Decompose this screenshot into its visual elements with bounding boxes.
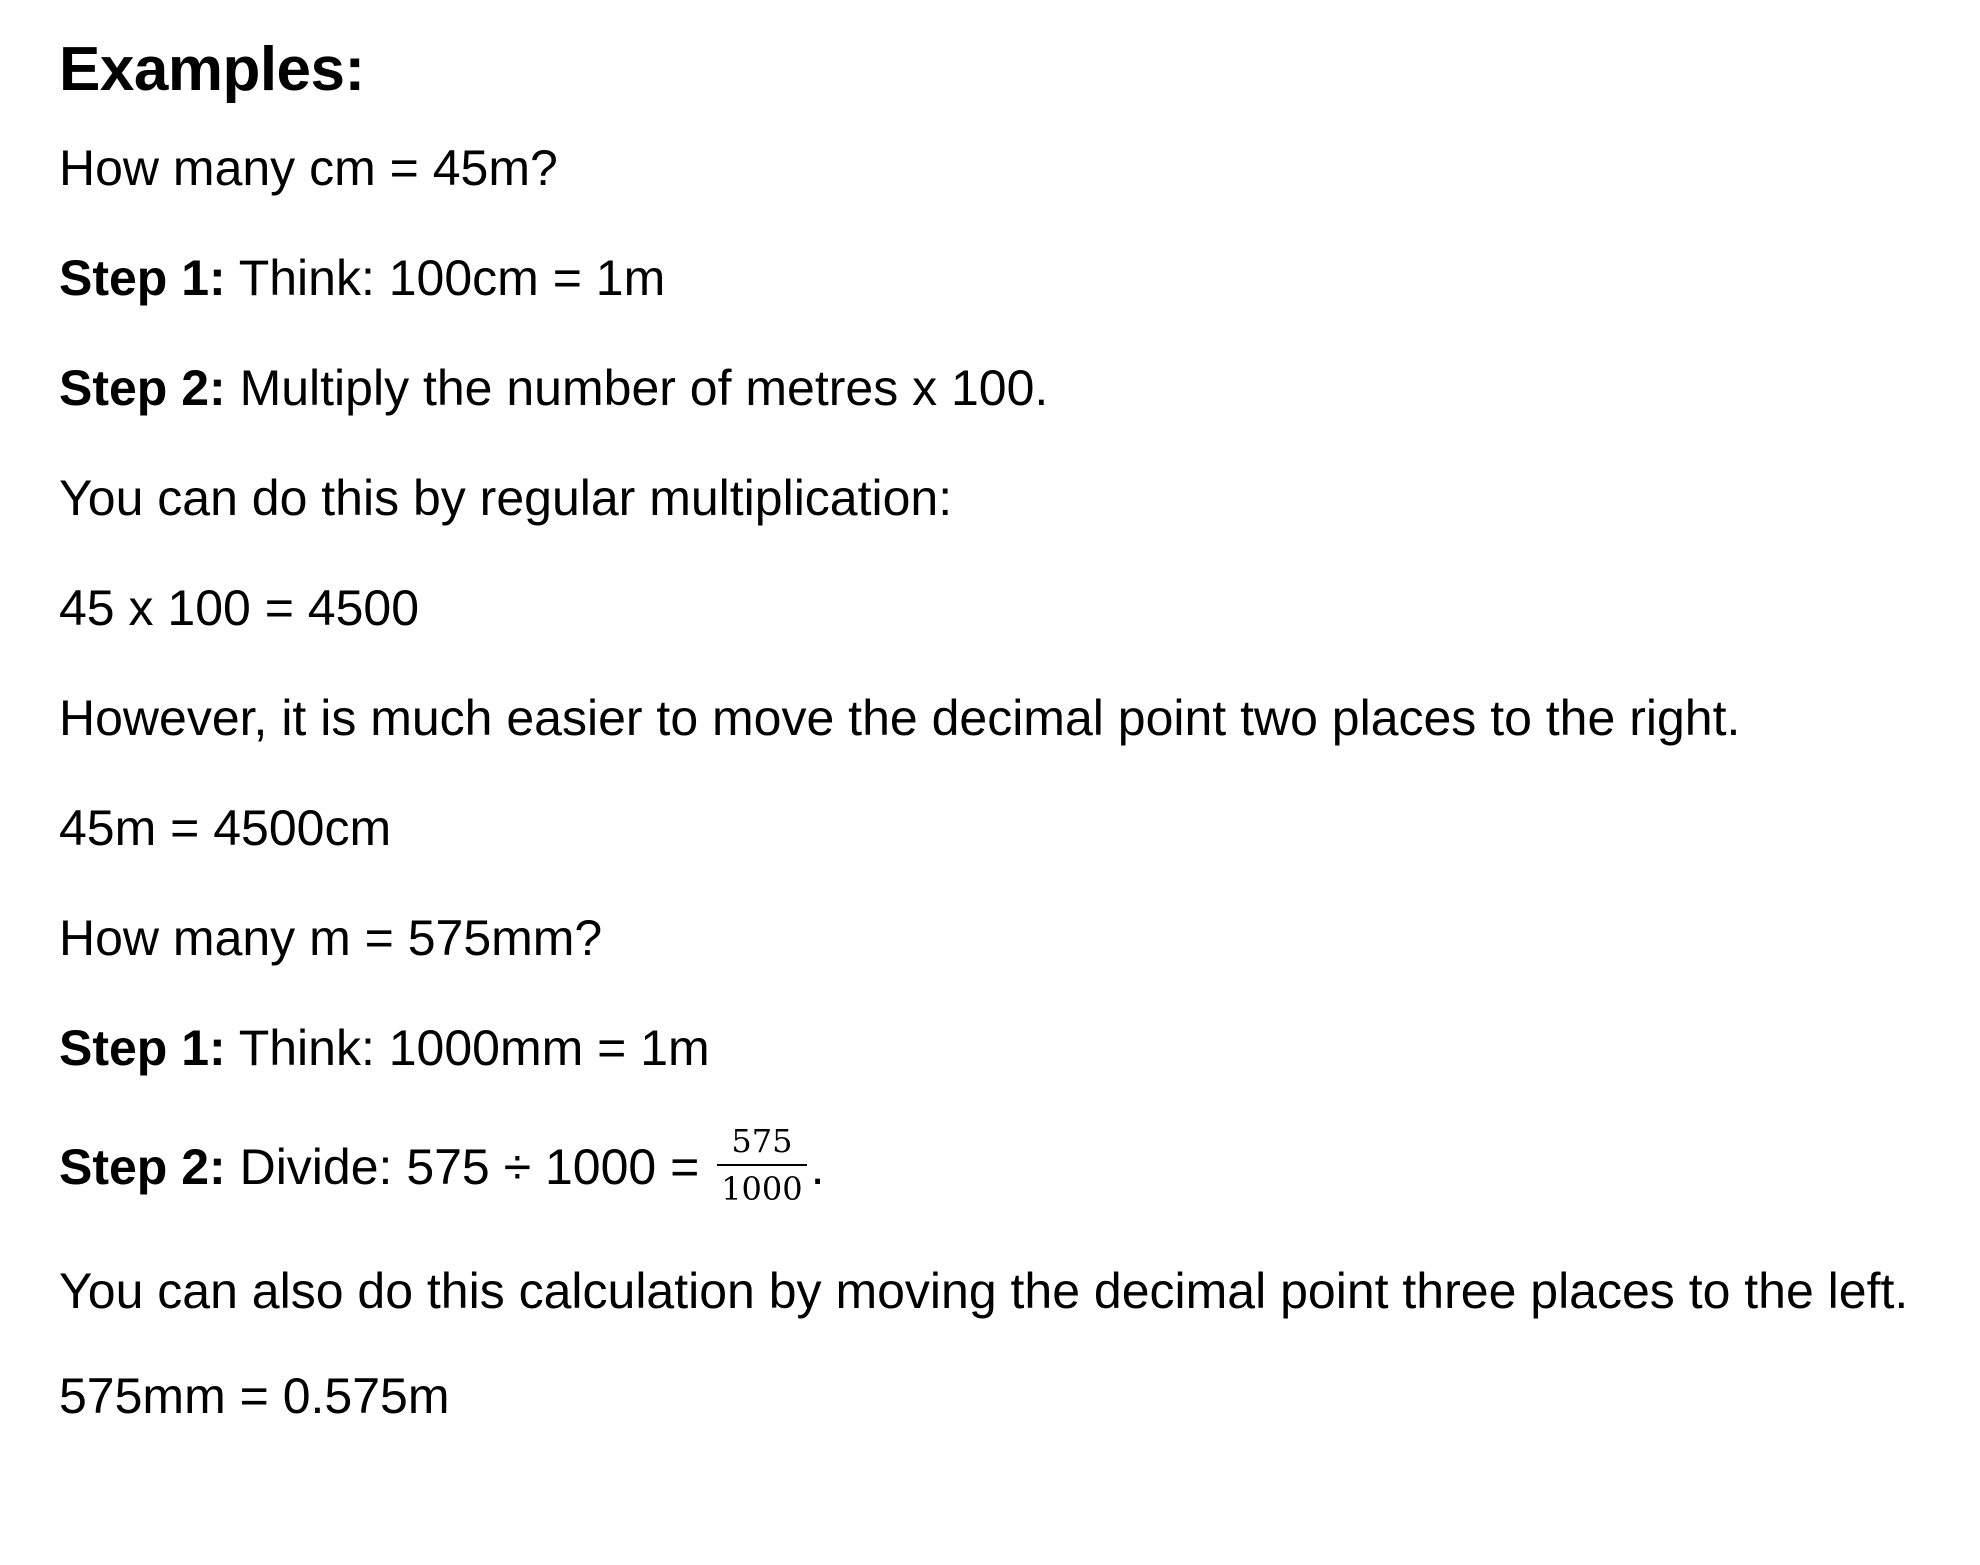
example1-step2 [59,358,1959,418]
fraction [717,1122,806,1208]
example2-step1-label: Step 1: [59,1020,226,1076]
example2-question: How many m = 575mm? [59,910,603,966]
example2-step1 [59,1018,1959,1078]
example2-step2-label: Step 2: [59,1139,226,1196]
example1-question: How many cm = 45m? [59,140,558,196]
example2-result: 575mm = 0.575m [59,1368,450,1424]
example1-step1-label: Step 1: [59,250,226,306]
example1-step2-label: Step 2: [59,360,226,416]
example1-step1-text: Think: 100cm = 1m [225,250,666,306]
example2-shortcut: You can also do this calculation by moving the decimal point three places to the left. [59,1263,1909,1319]
heading: Examples: [59,35,365,104]
example1-step2-text: Multiply the number of metres x 100. [225,360,1049,416]
fraction-denominator: 1000 [721,1170,803,1208]
example1-result: 45m = 4500cm [59,800,392,856]
example2-step2-end: . [810,1139,825,1196]
example2-step2 [59,1122,1959,1214]
document-body [59,30,1959,1476]
example1-shortcut: However, it is much easier to move the decimal point two places to the right. [59,690,1741,746]
example2-step1-text: Think: 1000mm = 1m [225,1020,710,1076]
fraction-numerator: 575 [717,1122,806,1166]
example2-step2-text: Divide: 575 ÷ 1000 = [225,1139,714,1196]
example1-note: You can do this by regular multiplication: [59,470,953,526]
example1-calc: 45 x 100 = 4500 [59,580,420,636]
example1-step1 [59,248,1959,308]
